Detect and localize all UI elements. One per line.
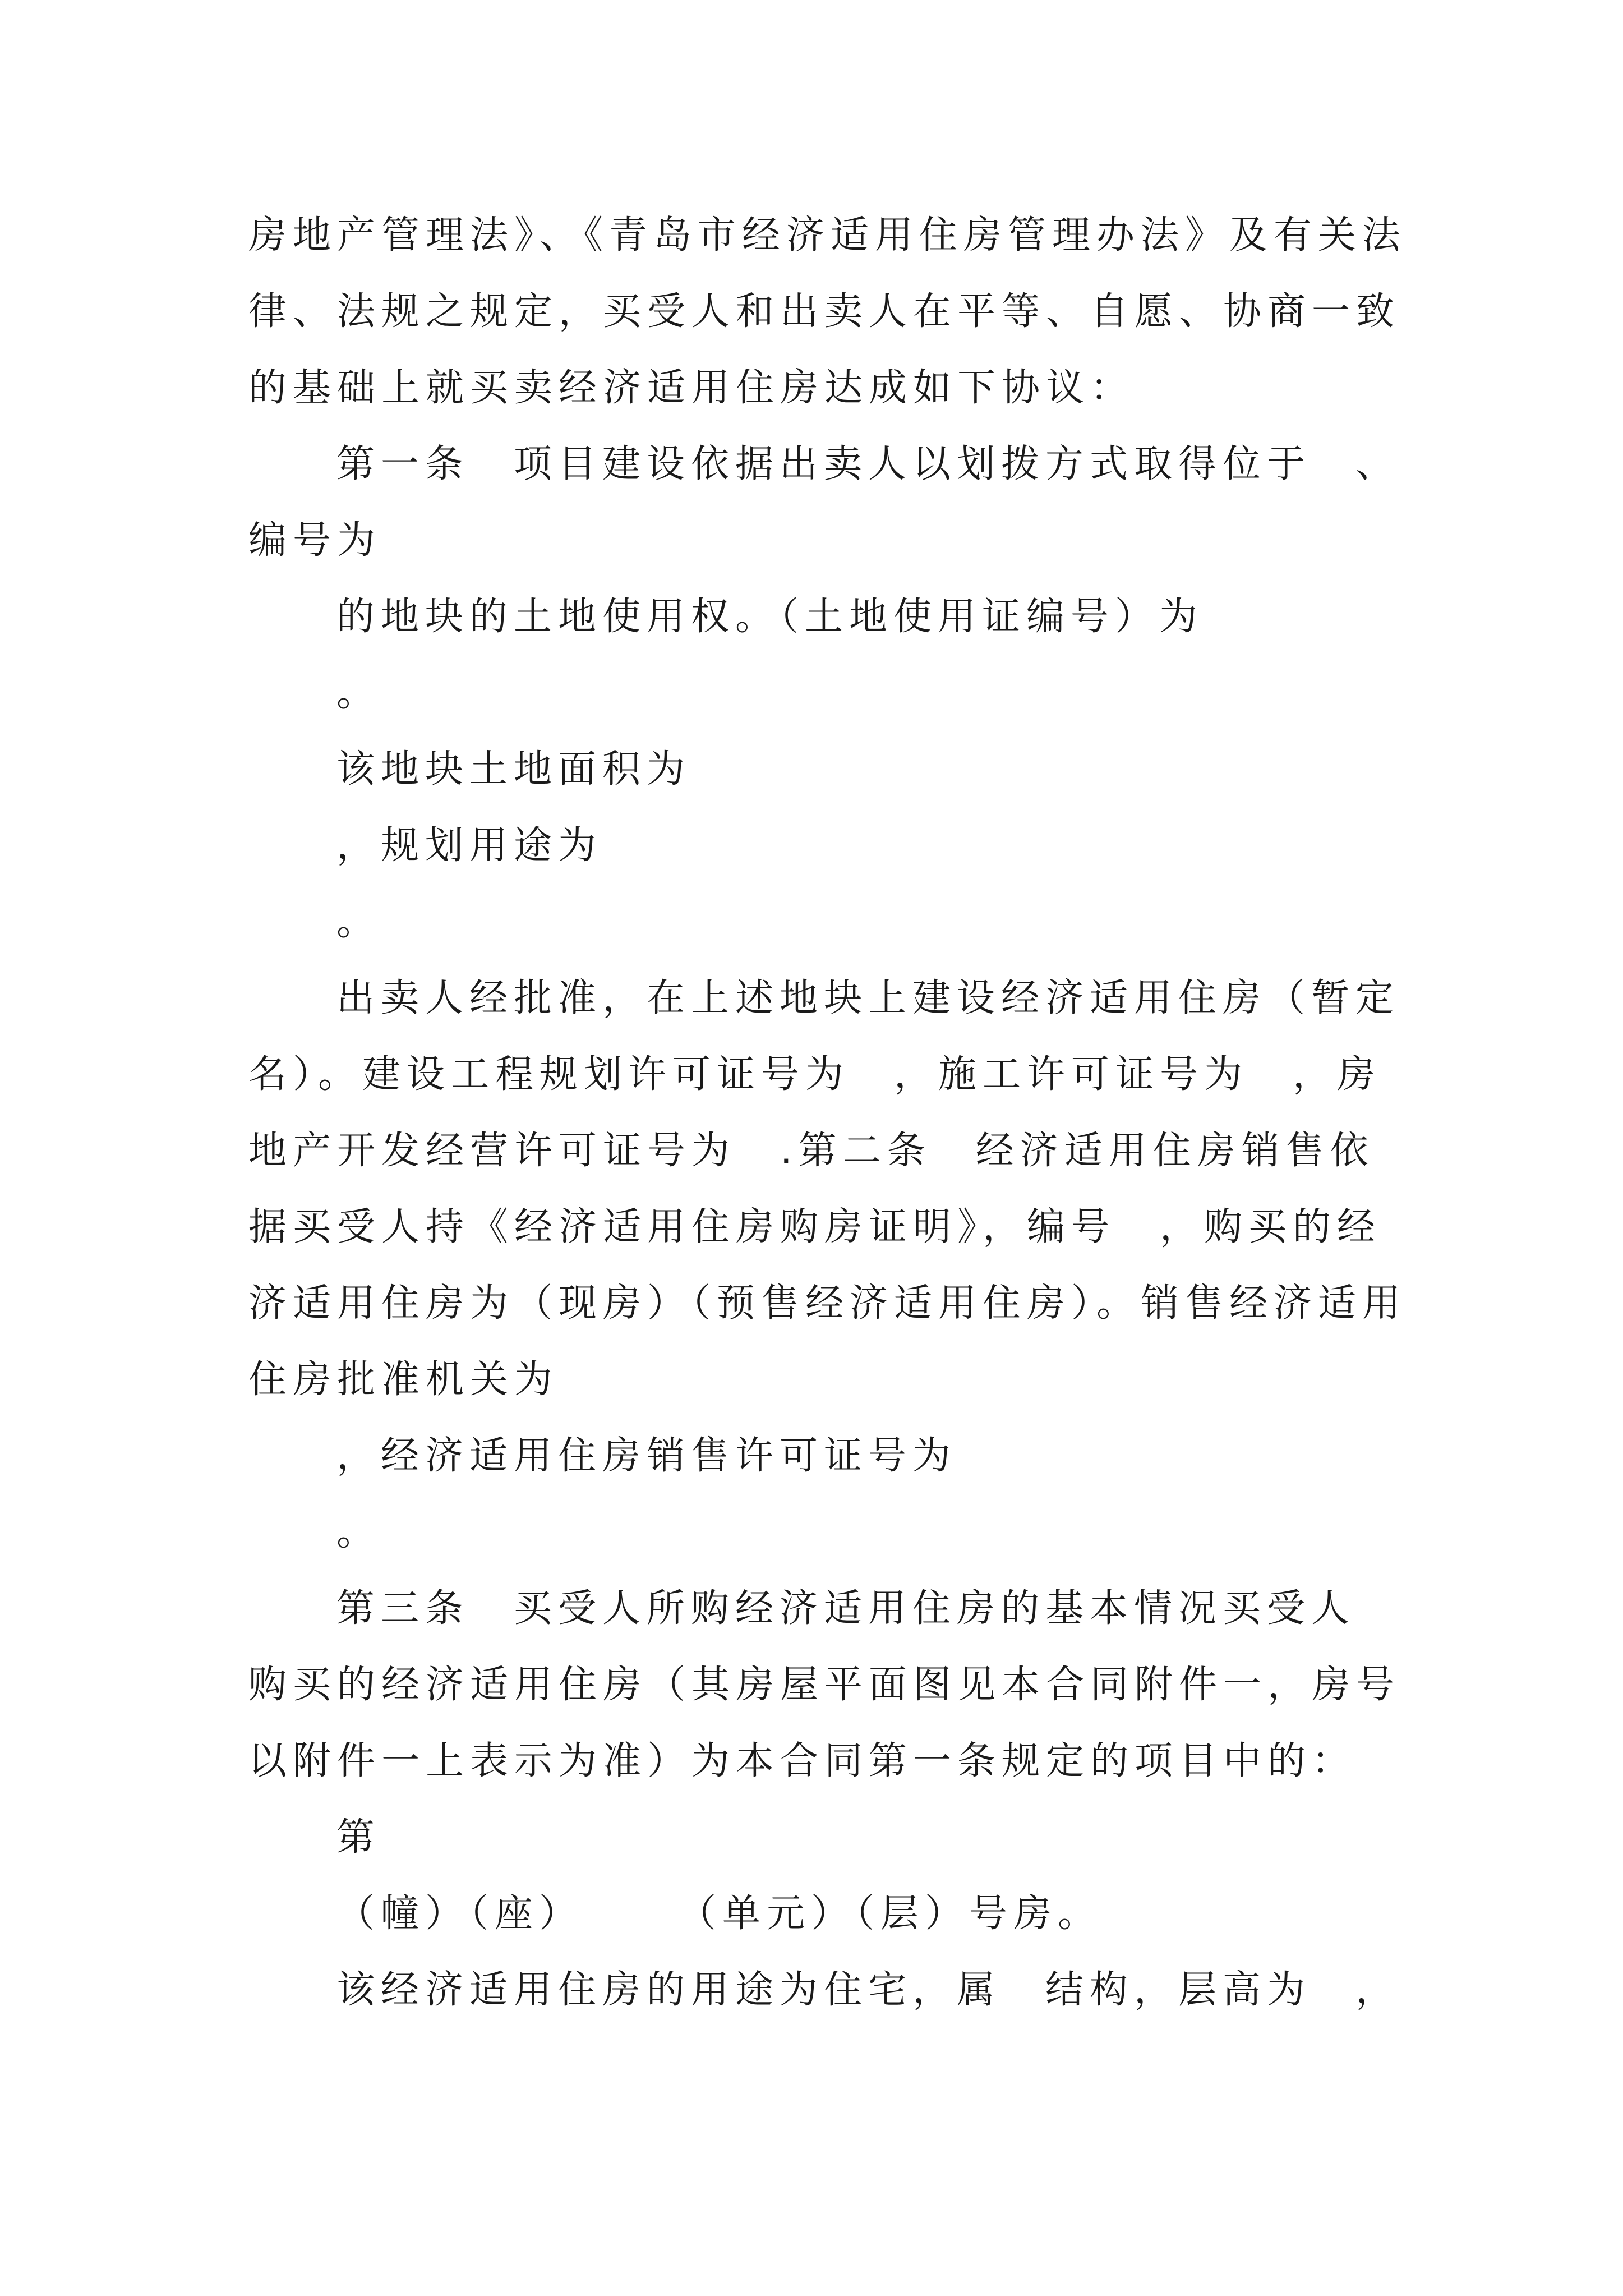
text-line: 以附件一上表示为准）为本合同第一条规定的项目中的： xyxy=(248,1739,1357,1783)
text-line: 该地块土地面积为 xyxy=(336,747,691,792)
text-line: 。 xyxy=(336,671,381,715)
text-line: 第三条 买受人所购经济适用住房的基本情况买受人 xyxy=(336,1586,1356,1631)
text-line: 。 xyxy=(336,900,381,944)
text-line: （幢）（座） （单元）（层）号房。 xyxy=(336,1892,1103,1936)
text-line: ，规划用途为 xyxy=(336,823,603,868)
text-line: 济适用住房为（现房）（预售经济适用住房）。销售经济适用 xyxy=(248,1281,1407,1326)
text-line: 第 xyxy=(336,1815,381,1860)
text-line: 名）。建设工程规划许可证号为 ，施工许可证号为 ，房 xyxy=(248,1052,1382,1097)
text-line: 。 xyxy=(336,1510,381,1554)
text-line: ，经济适用住房销售许可证号为 xyxy=(336,1434,957,1478)
text-line: 据买受人持《经济适用住房购房证明》，编号 ，购买的经 xyxy=(248,1205,1382,1249)
text-line: 出卖人经批准，在上述地块上建设经济适用住房（暂定 xyxy=(336,976,1400,1020)
text-line: 房地产管理法》、《青岛市经济适用住房管理办法》及有关法 xyxy=(248,213,1407,257)
text-line: 地产开发经营许可证号为 .第二条 经济适用住房销售依 xyxy=(248,1129,1375,1173)
text-line: 第一条 项目建设依据出卖人以划拨方式取得位于 、 xyxy=(336,442,1400,486)
text-line: 该经济适用住房的用途为住宅，属 结构，层高为 ， xyxy=(336,1968,1400,2012)
text-line: 购买的经济适用住房（其房屋平面图见本合同附件一，房号 xyxy=(248,1663,1401,1707)
text-line: 的地块的土地使用权。（土地使用证编号）为 xyxy=(336,595,1204,639)
text-line: 律、法规之规定，买受人和出卖人在平等、自愿、协商一致 xyxy=(248,289,1401,334)
text-line: 的基础上就买卖经济适用住房达成如下协议： xyxy=(248,366,1135,410)
text-line: 住房批准机关为 xyxy=(248,1358,559,1402)
text-line: 编号为 xyxy=(248,518,382,563)
